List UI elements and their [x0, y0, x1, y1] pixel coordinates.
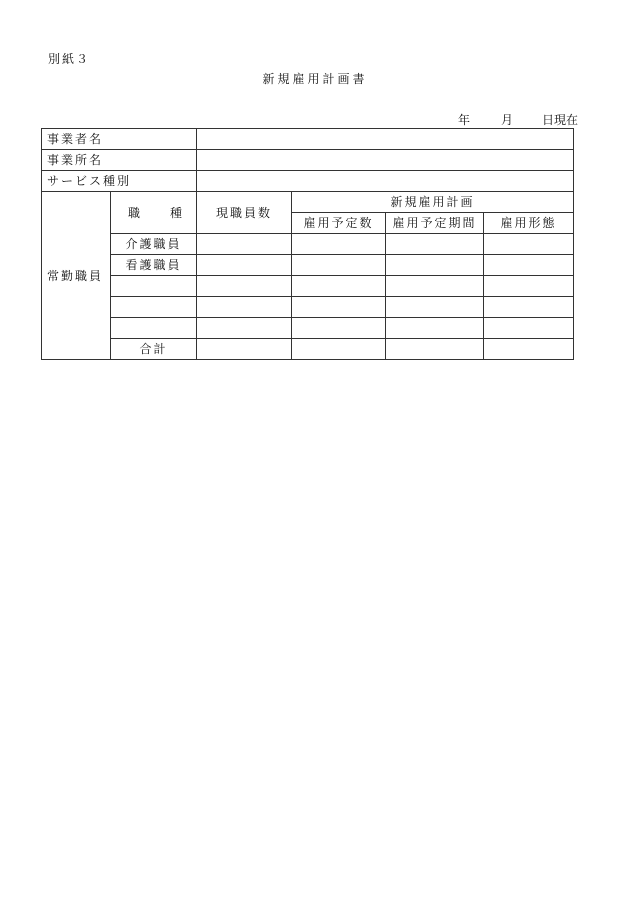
current-staff-cell[interactable] [197, 297, 292, 318]
current-staff-header: 現職員数 [197, 192, 292, 234]
total-planned-period-cell[interactable] [386, 339, 484, 360]
planned-hires-header: 雇用予定数 [292, 213, 386, 234]
document-title: 新規雇用計画書 [262, 72, 368, 86]
planned-period-cell[interactable] [386, 297, 484, 318]
new-plan-header: 新規雇用計画 [292, 192, 574, 213]
fulltime-staff-label: 常勤職員 [42, 192, 111, 360]
office-name-field[interactable] [197, 150, 574, 171]
current-staff-cell[interactable] [197, 234, 292, 255]
planned-hires-cell[interactable] [292, 276, 386, 297]
current-staff-cell[interactable] [197, 318, 292, 339]
current-staff-cell[interactable] [197, 255, 292, 276]
planned-period-cell[interactable] [386, 276, 484, 297]
job-type-cell[interactable] [111, 318, 197, 339]
total-planned-hires-cell[interactable] [292, 339, 386, 360]
job-type-cell[interactable] [111, 297, 197, 318]
employment-type-cell[interactable] [484, 276, 574, 297]
attachment-label: 別紙３ [48, 52, 91, 66]
date-day-label: 日現在 [542, 113, 579, 127]
planned-period-header: 雇用予定期間 [386, 213, 484, 234]
total-current-staff-cell[interactable] [197, 339, 292, 360]
date-year-label: 年 [458, 113, 471, 127]
job-type-header-part2: 種 [170, 205, 185, 220]
date-month-label: 月 [501, 113, 514, 127]
planned-period-cell[interactable] [386, 255, 484, 276]
planned-hires-cell[interactable] [292, 318, 386, 339]
total-label: 合計 [111, 339, 197, 360]
employment-type-cell[interactable] [484, 318, 574, 339]
employment-plan-table [41, 128, 574, 360]
planned-hires-cell[interactable] [292, 297, 386, 318]
employment-type-cell[interactable] [484, 297, 574, 318]
service-type-label: サービス種別 [42, 171, 197, 192]
date-line [0, 111, 582, 125]
current-staff-cell[interactable] [197, 276, 292, 297]
office-name-label: 事業所名 [42, 150, 197, 171]
business-operator-label: 事業者名 [42, 129, 197, 150]
job-type-cell[interactable] [111, 276, 197, 297]
job-type-header [111, 192, 197, 234]
business-operator-field[interactable] [197, 129, 574, 150]
planned-hires-cell[interactable] [292, 234, 386, 255]
job-type-cell: 介護職員 [111, 234, 197, 255]
job-type-cell: 看護職員 [111, 255, 197, 276]
planned-period-cell[interactable] [386, 234, 484, 255]
planned-period-cell[interactable] [386, 318, 484, 339]
employment-type-cell[interactable] [484, 255, 574, 276]
total-employment-type-cell[interactable] [484, 339, 574, 360]
job-type-header-part1: 職 [128, 205, 143, 220]
planned-hires-cell[interactable] [292, 255, 386, 276]
employment-type-header: 雇用形態 [484, 213, 574, 234]
employment-type-cell[interactable] [484, 234, 574, 255]
service-type-field[interactable] [197, 171, 574, 192]
